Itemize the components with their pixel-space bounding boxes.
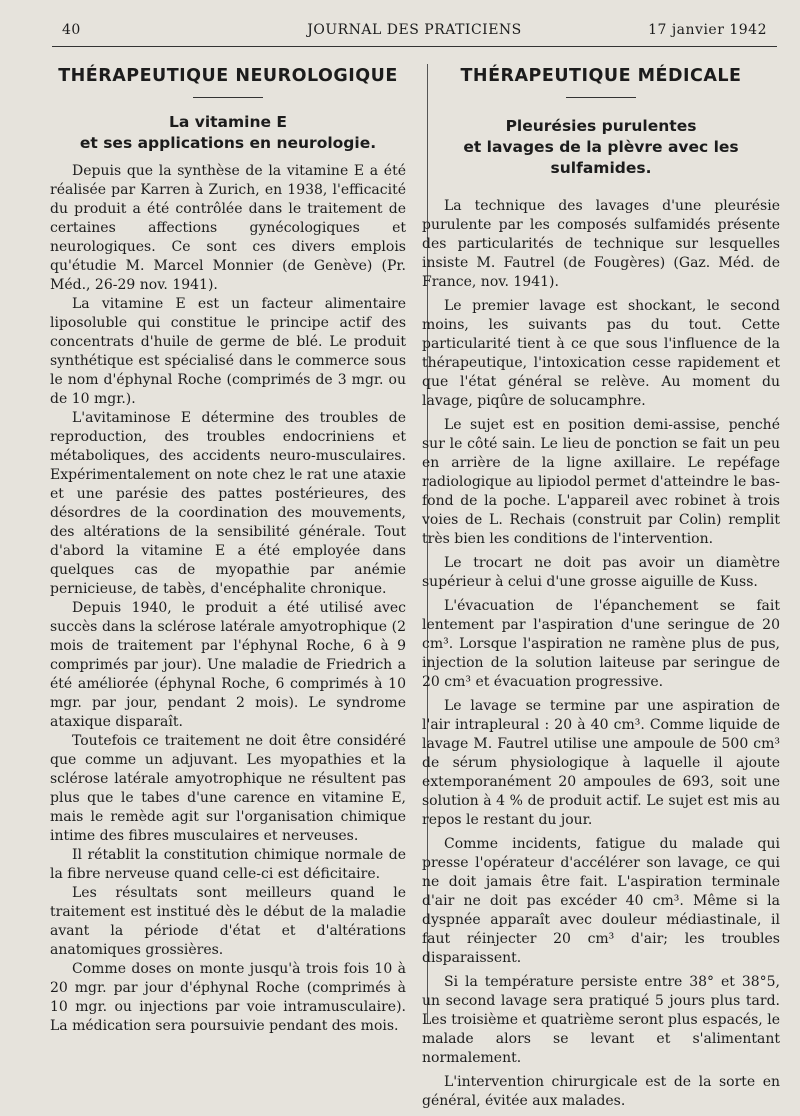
paragraph: Le sujet est en position demi-assise, penché sur le côté sain. Le lieu de ponction se fait un peu en arrière de la ligne axillaire. Le repéfage radiologique au lipiodol permet d'atteindre le bas-fond de la poche. L'appareil avec robinet à trois voies de L. Rechais (construit par Colin) remplit très bien les conditions de l'intervention. [422,417,780,547]
paragraph: Le premier lavage est shockant, le second moins, les suivants pas du tout. Cette particularité tient à ce que sous l'influence de la thérapeutique, l'intoxication cesse rapidement et que l'état général se relève. Au moment du lavage, piqûre de solucamphre. [422,298,780,409]
title-line: Pleurésies purulentes [505,117,697,135]
section-heading-neurologique: THÉRAPEUTIQUE NEUROLOGIQUE [58,66,398,86]
paragraph: Si la température persiste entre 38° et 38°5, un second lavage sera pratiqué 5 jours plus tard. Les troisième et quatrième seront plus espacés, le malade alors se levant et s'alimentant normalement. [422,974,780,1066]
left-column [50,60,406,1036]
paragraph: La technique des lavages d'une pleurésie purulente par les composés sulfamidés présente des particularités de technique sur lesquelles insiste M. Fautrel (de Fougères) (Gaz. Méd. de France, nov. 1941). [422,198,780,290]
title-line: La vitamine E [168,113,287,131]
journal-name: JOURNAL DES PRATICIENS [307,22,522,38]
paragraph: Comme doses on monte jusqu'à trois fois 10 à 20 mgr. par jour d'éphynal Roche (comprimés à 10 mgr. ou injections par voie intramusculaire). La médication sera poursuivie pendant des mois. [50,961,406,1034]
paragraph: Comme incidents, fatigue du malade qui presse l'opérateur d'accélérer son lavage, ce qui ne doit jamais être fait. L'aspiration terminale d'air ne doit pas excéder 40 cm³. Même si la dyspnée apparaît avec douleur médiastinale, il faut réinjecter 20 cm³ d'air; les troubles disparaissent. [422,836,780,966]
paragraph: Les résultats sont meilleurs quand le traitement est institué dès le début de la maladie avant la période d'état et d'altérations anatomiques grossières. [50,885,406,958]
section-rule [193,97,263,98]
paragraph: L'évacuation de l'épanchement se fait lentement par l'aspiration d'une seringue de 20 cm³. Lorsque l'aspiration ne ramène plus de pus, injection de la solution laiteuse par seringue de 20 cm³ et évacuation progressive. [422,598,780,690]
issue-date: 17 janvier 1942 [648,22,767,38]
paragraph: Il rétablit la constitution chimique normale de la fibre nerveuse quand celle-ci est déficitaire. [50,847,406,882]
article-title-pleuresies [422,116,780,179]
title-line: et ses applications en neurologie. [79,134,377,152]
paragraph: L'intervention chirurgicale est de la sorte en général, évitée aux malades. [422,1074,780,1109]
paragraph: L'avitaminose E détermine des troubles de reproduction, des troubles endocriniens et métaboliques, des accidents neuro-musculaires. Expérimentalement on note chez le rat une ataxie et une parésie des pattes postérieures, des désordres de la coordination des mouvements, des altérations de la sensibilité générale. Tout d'abord la vitamine E a été employée dans quelques cas de myopathie par anémie pernicieuse, de tabès, d'encéphalite chronique. [50,410,406,597]
paragraph: Le lavage se termine par une aspiration de l'air intrapleural : 20 à 40 cm³. Comme liquide de lavage M. Fautrel utilise une ampoule de 500 cm³ de sérum physiologique à laquelle il ajoute extemporanément 20 ampoules de 693, soit une solution à 4 % de produit actif. Le sujet est mis au repos le restant du jour. [422,698,780,828]
paragraph: Le trocart ne doit pas avoir un diamètre supérieur à celui d'une grosse aiguille de Kuss. [422,555,780,590]
page-header [62,22,767,44]
section-rule [566,97,636,98]
paragraph: La vitamine E est un facteur alimentaire liposoluble qui constitue le principe actif des concentrats d'huile de germe de blé. Le produit synthétique est spécialisé dans le commerce sous le nom d'éphynal Roche (comprimés de 3 mgr. ou de 10 mgr.). [50,296,406,407]
paragraph: Toutefois ce traitement ne doit être considéré que comme un adjuvant. Les myopathies et la sclérose latérale amyotrophique ne résultent pas plus que le tabes d'une carence en vitamine E, mais le remède agit sur l'organisation chimique intime des fibres musculaires et nerveuses. [50,733,406,844]
paragraph: Depuis 1940, le produit a été utilisé avec succès dans la sclérose latérale amyotrophique (2 mois de traitement par l'éphynal Roche, 6 à 9 comprimés par jour). Une maladie de Friedrich a été améliorée (éphynal Roche, 6 comprimés à 10 mgr. par jour, pendant 2 mois). Le syndrome ataxique disparaît. [50,600,406,730]
page-number: 40 [62,22,81,38]
paragraph: Depuis que la synthèse de la vitamine E a été réalisée par Karren à Zurich, en 1938, l'efficacité du produit a été contrôlée dans le traitement de certaines affections gynécologiques et neurologiques. Ce sont ces divers emplois qu'étudie M. Marcel Monnier (de Genève) (Pr. Méd., 26-29 nov. 1941). [50,163,406,293]
article-title-vitamine-e [50,112,406,154]
section-heading-medicale: THÉRAPEUTIQUE MÉDICALE [460,66,742,86]
header-rule [52,46,777,47]
right-column [422,60,780,1116]
title-line: et lavages de la plèvre avec les sulfamides. [463,138,739,177]
